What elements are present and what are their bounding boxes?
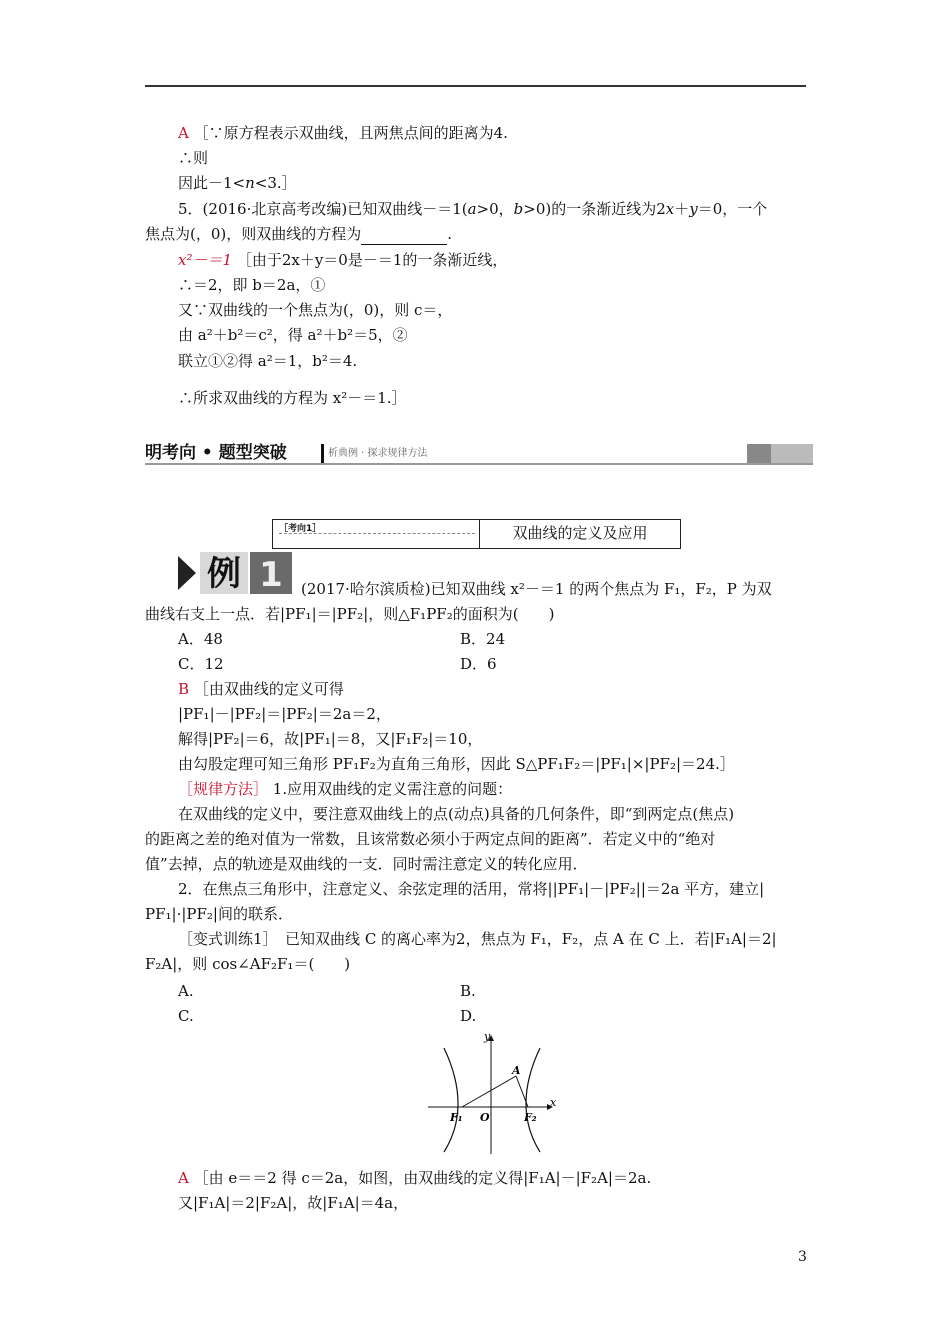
answer-5-line1: x²－＝1 ［由于2x＋y＝0是－＝1的一条渐近线， [178,251,508,269]
method-line: 值”去掉，点的轨迹是双曲线的一支．同时需注意定义的转化应用． [145,855,588,873]
method-line: 的距离之差的绝对值为一常数，且该常数必须小于两定点间的距离”．若定义中的“绝对 [145,830,716,848]
answer-letter: A [178,124,189,142]
example-solution-line1: B ［由双曲线的定义可得 [178,680,344,698]
origin-label: O [480,1111,490,1124]
text-line: 又∵双曲线的一个焦点为(，0)，则 c＝， [178,301,453,319]
variant-line1: ［变式训练1］ 已知双曲线 C 的离心率为2，焦点为 F₁，F₂，点 A 在 C 上．若|F₁A|＝2| [178,930,777,948]
example-number: 1 [259,555,283,594]
example-solution-line3: 解得|PF₂|＝6，故|PF₁|＝8，又|F₁F₂|＝10， [178,730,483,748]
section-subtitle: 析典例 · 探求规律方法 [328,448,428,459]
topic-tag-line [279,533,475,534]
example-question-line2: 曲线右支上一点．若|PF₁|＝|PF₂|，则△F₁PF₂的面积为( ) [145,605,555,623]
variant-option-b: B. [460,982,476,1000]
option-b: B．24 [460,630,506,648]
example-solution-line4: 由勾股定理可知三角形 PF₁F₂为直角三角形，因此 S△PF₁F₂＝|PF₁|×|PF₂|＝24.］ [178,755,735,773]
section-decor-block-light [771,444,813,463]
text-line: 因此－1<n<3.］ [178,174,297,192]
question-5-line2: 焦点为(，0)，则双曲线的方程为 . [145,225,453,243]
topic-box [272,519,681,549]
page-number: 3 [798,1249,807,1265]
text-line: 联立①②得 a²＝1，b²＝4. [178,352,358,370]
answer-5-result: x²－＝1 [178,251,233,269]
segment-F1A [462,1076,516,1107]
answer-blank [361,230,447,245]
topic-tag: ［考向1］ [279,524,322,534]
section-decor-block-dark [747,444,771,463]
F2-label: F₂ [524,1111,537,1124]
left-branch [444,1048,458,1152]
variant-option-c: C. [178,1007,194,1025]
method-line: PF₁|·|PF₂|间的联系． [145,905,293,923]
text-line: ∴则 [178,149,209,167]
answer-text: ［∵原方程表示双曲线，且两焦点间的距离为4. [193,124,508,142]
option-d: D．6 [460,655,497,673]
example-badge-graphic [178,552,292,594]
section-underline [145,463,813,465]
method-tag: ［规律方法］ [178,780,269,798]
variant-solution-line2: 又|F₁A|＝2|F₂A|，故|F₁A|＝4a， [178,1194,409,1212]
answer-letter: B [178,680,190,698]
variant-solution-line1: A ［由 e＝＝2 得 c＝2a，如图，由双曲线的定义得|F₁A|－|F₂A|＝2a. [178,1169,652,1187]
variant-option-a: A. [178,982,194,1000]
method-head: ［规律方法］ 1.应用双曲线的定义需注意的问题： [178,780,513,798]
example-char: 例 [207,554,241,594]
section-divider [321,444,324,464]
text-line: ∴所求双曲线的方程为 x²－＝1.］ [178,389,407,407]
y-label: y [484,1030,491,1043]
variant-option-d: D. [460,1007,477,1025]
question-5-line1: 5．(2016·北京高考改编)已知双曲线－＝1(a>0，b>0)的一条渐近线为2x＋y＝0，一个 [178,200,768,218]
point-A-label: A [512,1064,521,1077]
method-line: 2．在焦点三角形中，注意定义、余弦定理的活用，常将||PF₁|－|PF₂||＝2a 平方，建立| [178,880,765,898]
option-c: C．12 [178,655,224,673]
method-line: 在双曲线的定义中，要注意双曲线上的点(动点)具备的几何条件，即“到两定点(焦点) [178,805,735,823]
section-title: 明考向 • 题型突破 [145,443,287,463]
example-solution-line2: |PF₁|－|PF₂|＝|PF₂|＝2a＝2， [178,705,391,723]
header-rule [145,85,806,87]
answer-letter: A [178,1169,189,1187]
topic-label: 双曲线的定义及应用 [512,524,648,542]
variant-line2: F₂A|，则 cos∠AF₂F₁＝( ) [145,955,351,973]
x-label: x [550,1096,557,1109]
option-a: A．48 [178,630,223,648]
text-line: ∴＝2，即 b＝2a，① [178,276,326,294]
right-branch [526,1048,540,1152]
text-line: 由 a²＋b²＝c²，得 a²＋b²＝5，② [178,326,408,344]
answer-line [178,122,508,144]
section-header [145,442,813,466]
hyperbola-figure [424,1030,564,1158]
example-badge [178,552,292,594]
example-question-line1: (2017·哈尔滨质检)已知双曲线 x²－＝1 的两个焦点为 F₁，F₂，P 为双 [301,580,772,598]
F1-label: F₁ [450,1111,463,1124]
